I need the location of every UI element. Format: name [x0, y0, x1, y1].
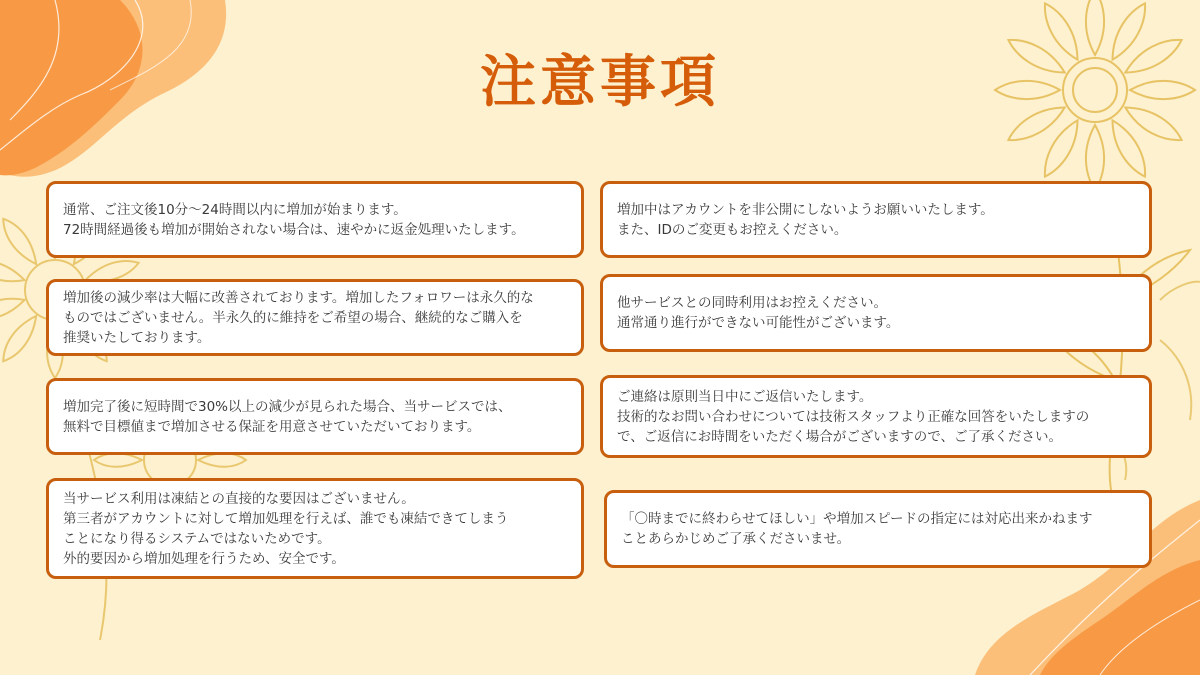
note-line: 技術的なお問い合わせについては技術スタッフより正確な回答をいたしますの — [617, 408, 1090, 425]
note-line: 外的要因から増加処理を行うため、安全です。 — [63, 550, 345, 567]
note-card-right-2 — [600, 274, 1152, 352]
note-line: 増加完了後に短時間で30%以上の減少が見られた場合、当サービスでは、 — [63, 398, 512, 415]
note-card-right-1 — [600, 181, 1152, 258]
note-line: ご連絡は原則当日中にご返信いたします。 — [617, 388, 873, 405]
note-line: 当サービス利用は凍結との直接的な要因はございません。 — [63, 490, 415, 507]
note-line: 72時間経過後も増加が開始されない場合は、速やかに返金処理いたします。 — [63, 221, 525, 238]
note-card-left-4 — [46, 478, 584, 579]
note-line: 他サービスとの同時利用はお控えください。 — [617, 295, 887, 311]
note-card-left-1 — [46, 181, 584, 258]
note-card-left-2 — [46, 279, 584, 356]
note-line: 「〇時までに終わらせてほしい」や増加スピードの指定には対応出来かねます — [621, 511, 1093, 527]
note-line: ことになり得るシステムではないためです。 — [63, 530, 331, 547]
note-line: 増加中はアカウントを非公開にしないようお願いいたします。 — [617, 201, 994, 218]
note-line: で、ご返信にお時間をいただく場合がございますので、ご了承ください。 — [617, 428, 1062, 445]
note-line: また、IDのご変更もお控えください。 — [617, 221, 848, 238]
note-line: ことあらかじめご了承くださいませ。 — [621, 531, 851, 547]
note-line: 無料で目標値まで増加させる保証を用意させていただいております。 — [63, 418, 481, 435]
note-card-right-4 — [604, 490, 1152, 568]
note-line: 通常通り進行ができない可能性がございます。 — [617, 315, 900, 331]
note-card-left-3 — [46, 378, 584, 455]
page-title: 注意事項 — [480, 50, 720, 115]
note-line: ものではございません。半永久的に維持をご希望の場合、継続的なご購入を — [63, 309, 523, 326]
note-line: 第三者がアカウントに対して増加処理を行えば、誰でも凍結できてしまう — [63, 510, 509, 527]
note-line: 通常、ご注文後10分〜24時間以内に増加が始まります。 — [63, 201, 407, 218]
note-line: 増加後の減少率は大幅に改善されております。増加したフォロワーは永久的な — [63, 289, 534, 306]
note-line: 推奨いたしております。 — [63, 329, 211, 346]
note-card-right-3 — [600, 375, 1152, 458]
